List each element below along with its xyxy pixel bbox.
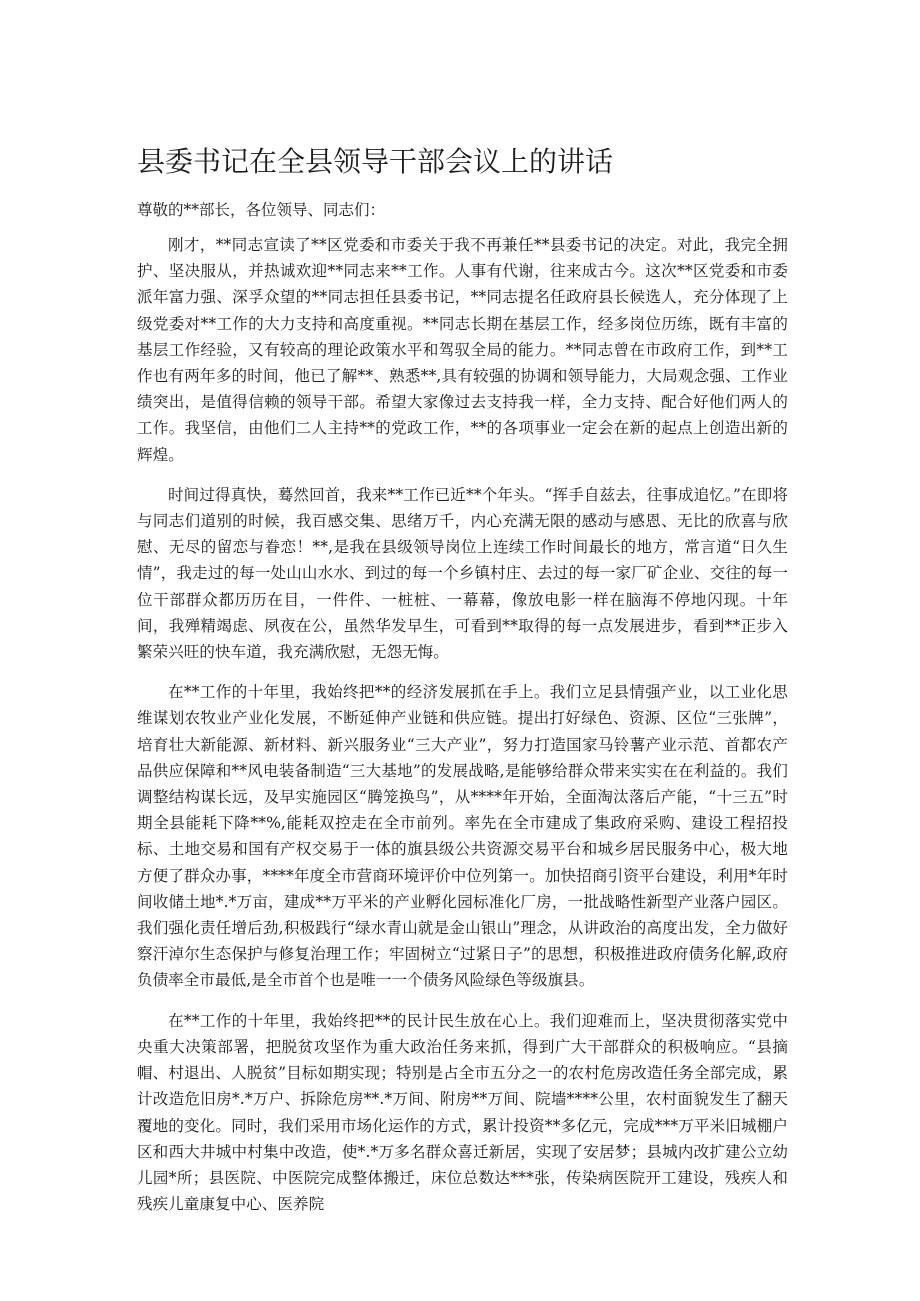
document-title: 县委书记在全县领导干部会议上的讲话 [137, 145, 614, 178]
salutation: 尊敬的**部长，各位领导、同志们： [137, 201, 386, 219]
paragraph-4: 在**工作的十年里，我始终把**的民计民生放在心上。我们迎难而上，坚决贯彻落实党中央重大决策部署，把脱贫攻坚作为重大政治任务来抓，得到广大干部群众的积极响应。“县摘帽、村退出、人脱贫”目标如期实现；特别是占全市五分之一的农村危房改造任务全部完成，累计改造危旧房*.*万户、拆除危房**.*万间、附房**万间、院墙****公里，农村面貌发生了翻天覆地的变化。同时，我们采用市场化运作的方式，累计投资**多亿元，完成***万平米旧城棚户区和西大井城中村集中改造，使*.*万多名群众喜迁新居，实现了安居梦；县城内改扩建公立幼儿园*所；县医院、中医院完成整体搬迁，床位总数达***张，传染病医院开工建设，残疾人和残疾儿童康复中心、医养院 [137, 1011, 788, 1214]
paragraph-1: 刚才，**同志宣读了**区党委和市委关于我不再兼任**县委书记的决定。对此，我完全拥护、坚决服从，并热诚欢迎**同志来**工作。人事有代谢，往来成古今。这次**区党委和市委派年富力强、深孚众望的**同志担任县委书记，**同志提名任政府县长候选人，充分体现了上级党委对**工作的大力支持和高度重视。**同志长期在基层工作，经多岗位历练，既有丰富的基层工作经验，又有较高的理论政策水平和驾驭全局的能力。**同志曾在市政府工作，到**工作也有两年多的时间，他已了解**、熟悉**,具有较强的协调和领导能力，大局观念强、工作业绩突出，是值得信赖的领导干部。希望大家像过去支持我一样，全力支持、配合好他们两人的工作。我坚信，由他们二人主持**的党政工作，**的各项事业一定会在新的起点上创造出新的辉煌。 [137, 236, 788, 464]
speech-body [137, 232, 788, 1231]
paragraph-2: 时间过得真快，蓦然回首，我来**工作已近**个年头。“挥手自兹去，往事成追忆。”在即将与同志们道别的时候，我百感交集、思绪万千，内心充满无限的感动与感恩、无比的欣喜与欣慰、无尽的留恋与眷恋！**,是我在县级领导岗位上连续工作时间最长的地方，常言道“日久生情”，我走过的每一处山山水水、到过的每一个乡镇村庄、去过的每一家厂矿企业、交往的每一位干部群众都历历在目，一件件、一桩桩、一幕幕，像放电影一样在脑海不停地闪现。十年间，我殚精竭虑、夙夜在公，虽然华发早生，可看到**取得的每一点发展进步，看到**正步入繁荣兴旺的快车道，我充满欣慰，无怨无悔。 [137, 485, 788, 662]
paragraph-3: 在**工作的十年里，我始终把**的经济发展抓在手上。我们立足县情强产业，以工业化思维谋划农牧业产业化发展，不断延伸产业链和供应链。提出打好绿色、资源、区位“三张牌”，培育壮大新能源、新材料、新兴服务业“三大产业”，努力打造国家马铃薯产业示范、首都农产品供应保障和**风电装备制造“三大基地”的发展战略,是能够给群众带来实实在在利益的。我们调整结构谋长远，及早实施园区“腾笼换鸟”，从****年开始，全面淘汰落后产能，“十三五”时期全县能耗下降**%,能耗双控走在全市前列。率先在全市建成了集政府采购、建设工程招投标、土地交易和国有产权交易于一体的旗县级公共资源交易平台和城乡居民服务中心，极大地方便了群众办事，****年度全市营商环境评价中位列第一。加快招商引资平台建设，利用*年时间收储土地*.*万亩，建成**万平米的产业孵化园标准化厂房，一批战略性新型产业落户园区。我们强化责任增后劲,积极践行“绿水青山就是金山银山”理念，从讲政治的高度出发，全力做好察汗淖尔生态保护与修复治理工作；牢固树立“过紧日子”的思想，积极推进政府债务化解,政府负债率全市最低,是全市首个也是唯一一个债务风险绿色等级旗县。 [137, 683, 788, 990]
